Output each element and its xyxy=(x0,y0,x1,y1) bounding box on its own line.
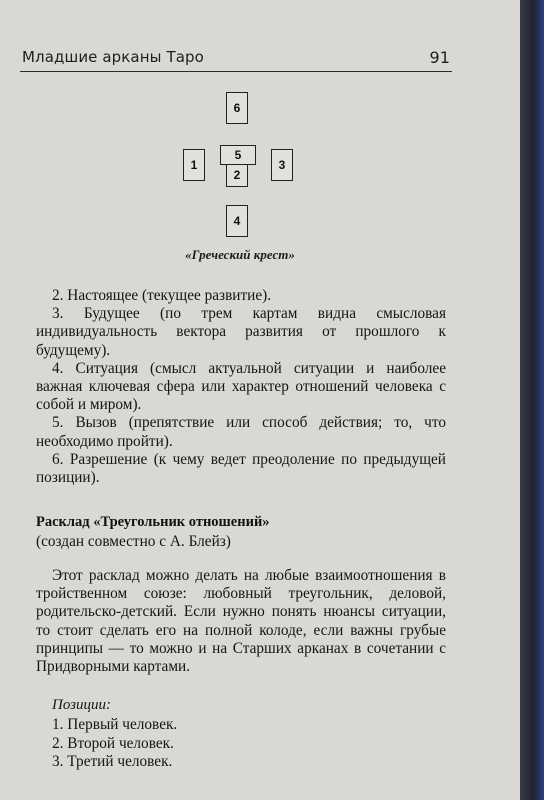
meaning-item: 2. Настоящее (текущее развитие). xyxy=(52,287,272,304)
header-rule xyxy=(20,71,452,72)
card-position-6: 6 xyxy=(226,92,248,124)
running-head xyxy=(22,48,450,66)
meaning-item: 5. Вызов (препятствие или способ действия; то, что необходимо пройти). xyxy=(36,414,446,450)
card-position-3: 3 xyxy=(271,149,293,181)
running-title: Младшие арканы Таро xyxy=(22,48,204,66)
card-position-1: 1 xyxy=(183,149,205,181)
positions-label: Позиции: xyxy=(52,697,111,713)
paragraph-text: Этот расклад можно делать на любые взаимоотношения в тройственном союзе: любовный треугольник, деловой, родительско-детский. Если нужно понять нюансы ситуации, то стоит сделать его на полной колоде, если важны грубые принципы — то можно и на Старших арканах в сочетании с Придворными картами. xyxy=(36,567,446,676)
diagram-caption: «Греческий крест» xyxy=(185,247,295,262)
positions-meanings xyxy=(36,287,446,487)
meaning-item: 3. Будущее (по трем картам видна смысловая индивидуальность вектора развития от прошлого к будущему). xyxy=(36,305,446,359)
list-item: 2. Второй человек. xyxy=(52,734,174,752)
section-heading: Расклад «Треугольник отношений» xyxy=(36,514,270,530)
section-paragraph xyxy=(36,567,446,676)
card-position-5: 5 xyxy=(220,145,256,165)
list-item: 3. Третий человек. xyxy=(52,753,173,770)
page-edge xyxy=(520,0,544,800)
meaning-item: 4. Ситуация (смысл актуальной ситуации и наиболее важная ключевая сфера или характер отношений человека с собой и миром). xyxy=(36,359,446,414)
positions-list xyxy=(52,716,177,772)
section-subheading: (создан совместно с А. Блейз) xyxy=(36,533,231,550)
card-position-2: 2 xyxy=(226,163,248,187)
list-item: 1. Первый человек. xyxy=(52,716,178,733)
meaning-item: 6. Разрешение (к чему ведет преодоление по предыдущей позиции). xyxy=(36,450,446,487)
page-number: 91 xyxy=(429,48,450,67)
card-position-4: 4 xyxy=(226,205,248,237)
